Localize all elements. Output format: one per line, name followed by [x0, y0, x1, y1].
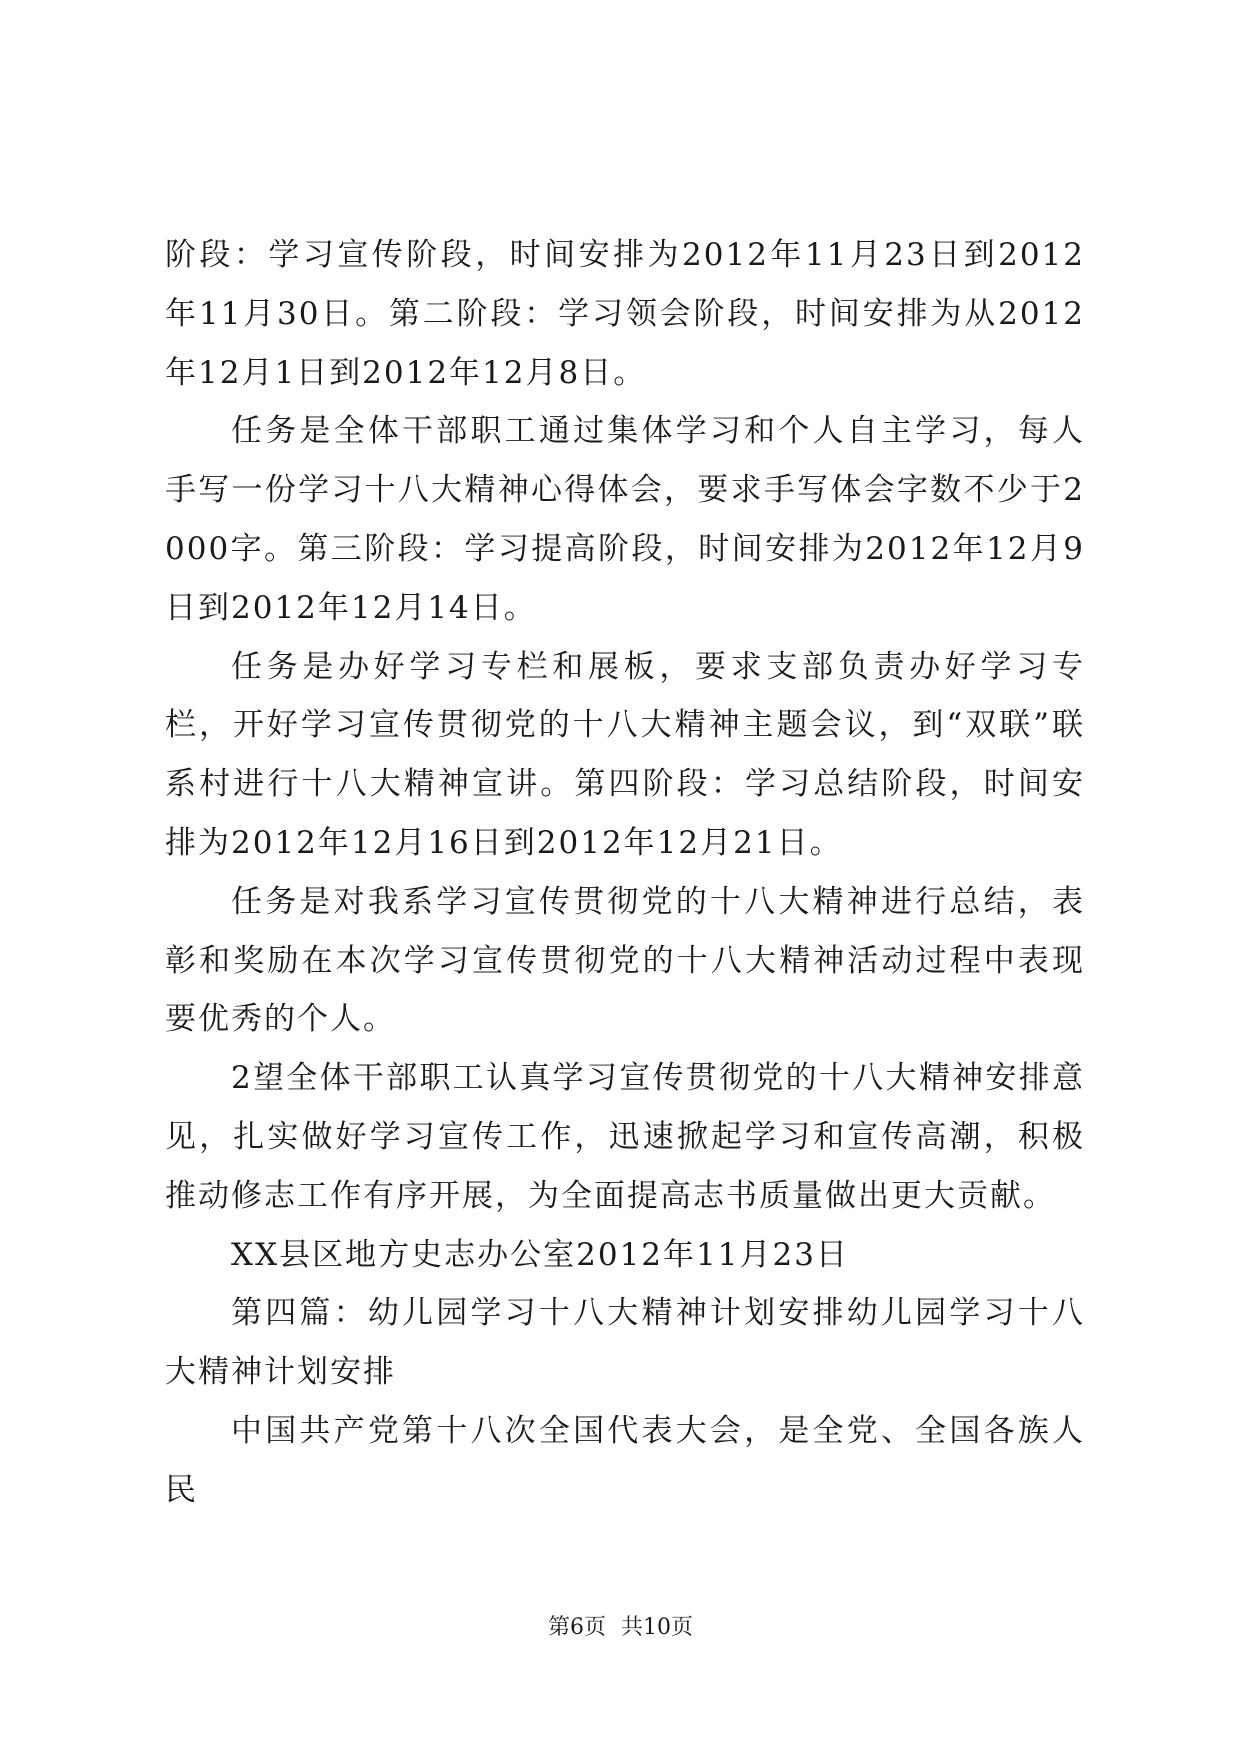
paragraph-3: 任务是办好学习专栏和展板，要求支部负责办好学习专栏，开好学习宣传贯彻党的十八大精神主题会议，到“双联”联系村进行十八大精神宣讲。第四阶段：学习总结阶段，时间安排为2012年12月16日到2012年12月21日。 — [165, 648, 1085, 861]
paragraph-8: 中国共产党第十八次全国代表大会，是全党、全国各族人民 — [165, 1412, 1085, 1508]
section-heading: 第四篇：幼儿园学习十八大精神计划安排幼儿园学习十八大精神计划安排 — [165, 1295, 1085, 1391]
paragraph-4: 任务是对我系学习宣传贯彻党的十八大精神进行总结，表彰和奖励在本次学习宣传贯彻党的十八大精神活动过程中表现要优秀的个人。 — [165, 883, 1085, 1038]
page-total: 共10页 — [621, 1615, 693, 1640]
document-body — [165, 226, 1085, 1520]
paragraph-5: 2望全体干部职工认真学习宣传贯彻党的十八大精神安排意见，扎实做好学习宣传工作，迅速掀起学习和宣传高潮，积极推动修志工作有序开展，为全面提高志书质量做出更大贡献。 — [165, 1060, 1085, 1214]
page-footer — [0, 1610, 1241, 1641]
paragraph-2: 任务是全体干部职工通过集体学习和个人自主学习，每人手写一份学习十八大精神心得体会，要求手写体会字数不少于2000字。第三阶段：学习提高阶段，时间安排为2012年12月9日到2012年12月14日。 — [165, 413, 1085, 626]
paragraph-1: 阶段：学习宣传阶段，时间安排为2012年11月23日到2012年11月30日。第二阶段：学习领会阶段，时间安排为从2012年12月1日到2012年12月8日。 — [165, 237, 1085, 391]
page-number: 第6页 — [548, 1615, 606, 1640]
signature-line: XX县区地方史志办公室2012年11月23日 — [231, 1236, 849, 1273]
